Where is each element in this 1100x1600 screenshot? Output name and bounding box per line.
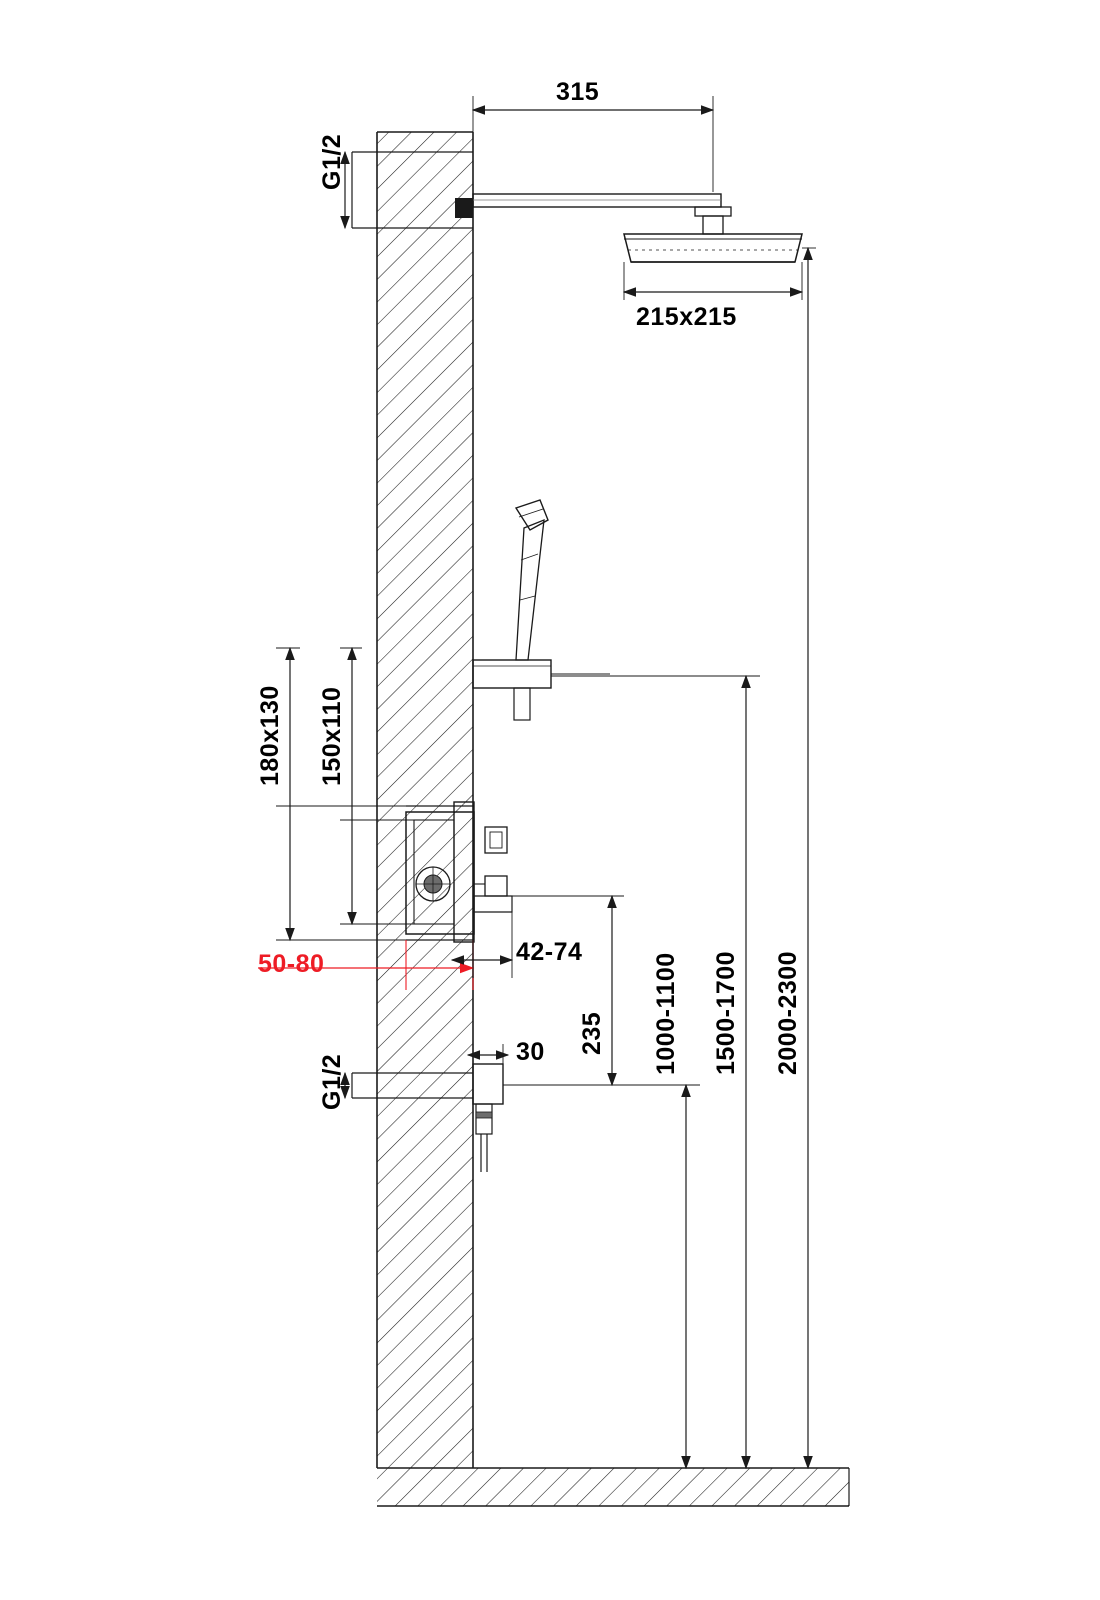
dimension-label-42-74: 42-74	[516, 938, 583, 966]
valve-trim-plate	[474, 827, 512, 912]
hatched-wall-section	[377, 132, 473, 1468]
dimension-label-235: 235	[578, 1011, 606, 1055]
dimension-label-1000-1100: 1000-1100	[652, 952, 680, 1075]
dimension-label-g12-bottom: G1/2	[318, 1053, 346, 1110]
hatched-floor-section	[377, 1468, 849, 1506]
dimension-outlet-height	[503, 1085, 700, 1468]
dimension-label-g12-top: G1/2	[318, 133, 346, 190]
hand-shower-on-holder	[473, 500, 610, 720]
dimension-label-150x110: 150x110	[318, 686, 346, 786]
dimension-head-height	[802, 248, 816, 1468]
dimension-outlet-offset	[468, 1044, 508, 1064]
dimension-label-50-80: 50-80	[258, 950, 325, 978]
dimension-label-1500-1700: 1500-1700	[712, 950, 740, 1075]
dimension-label-30: 30	[516, 1038, 545, 1066]
dimension-label-180x130: 180x130	[256, 685, 284, 786]
dimension-label-315: 315	[556, 78, 600, 106]
dimension-arm-length	[473, 96, 713, 192]
shower-arm	[473, 194, 731, 234]
dimension-label-215x215: 215x215	[636, 303, 737, 331]
rain-shower-head	[624, 234, 802, 262]
dimension-head-size	[624, 262, 802, 300]
dimension-label-2000-2300: 2000-2300	[774, 950, 802, 1075]
